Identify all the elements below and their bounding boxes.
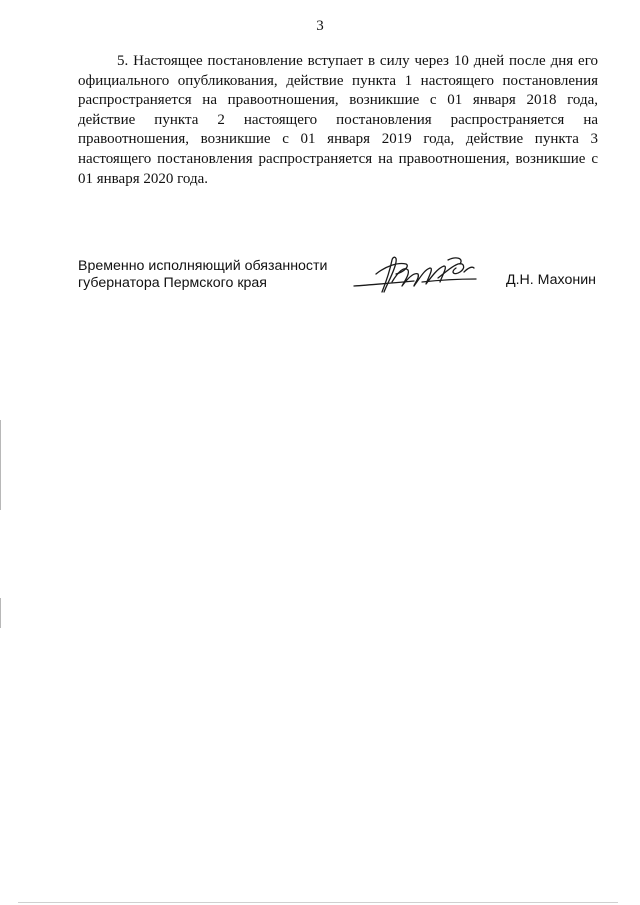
left-scan-mark-lower	[0, 598, 1, 628]
signatory-title-line-1: Временно исполняющий обязанности	[78, 258, 328, 274]
left-scan-mark	[0, 420, 1, 510]
signatory-title	[78, 258, 358, 292]
bottom-scan-line	[18, 902, 618, 903]
handwritten-signature	[352, 252, 482, 302]
signatory-name: Д.Н. Махонин	[506, 272, 596, 288]
signatory-title-line-2: губернатора Пермского края	[78, 275, 267, 291]
page-number: 3	[316, 18, 324, 34]
body-paragraph: 5. Настоящее постановление вступает в силу через 10 дней после дня его официального опубликования, действие пункта 1 настоящего постановления распространяется на правоотношения, возникшие с 01 января 2018 года, действие пункта 2 настоящего постановления распространяется на правоотношения, возникшие с 01 января 2019 года, действие пункта 3 настоящего постановления распространяется на правоотношения, возникшие с 01 января 2020 года.	[78, 53, 598, 187]
